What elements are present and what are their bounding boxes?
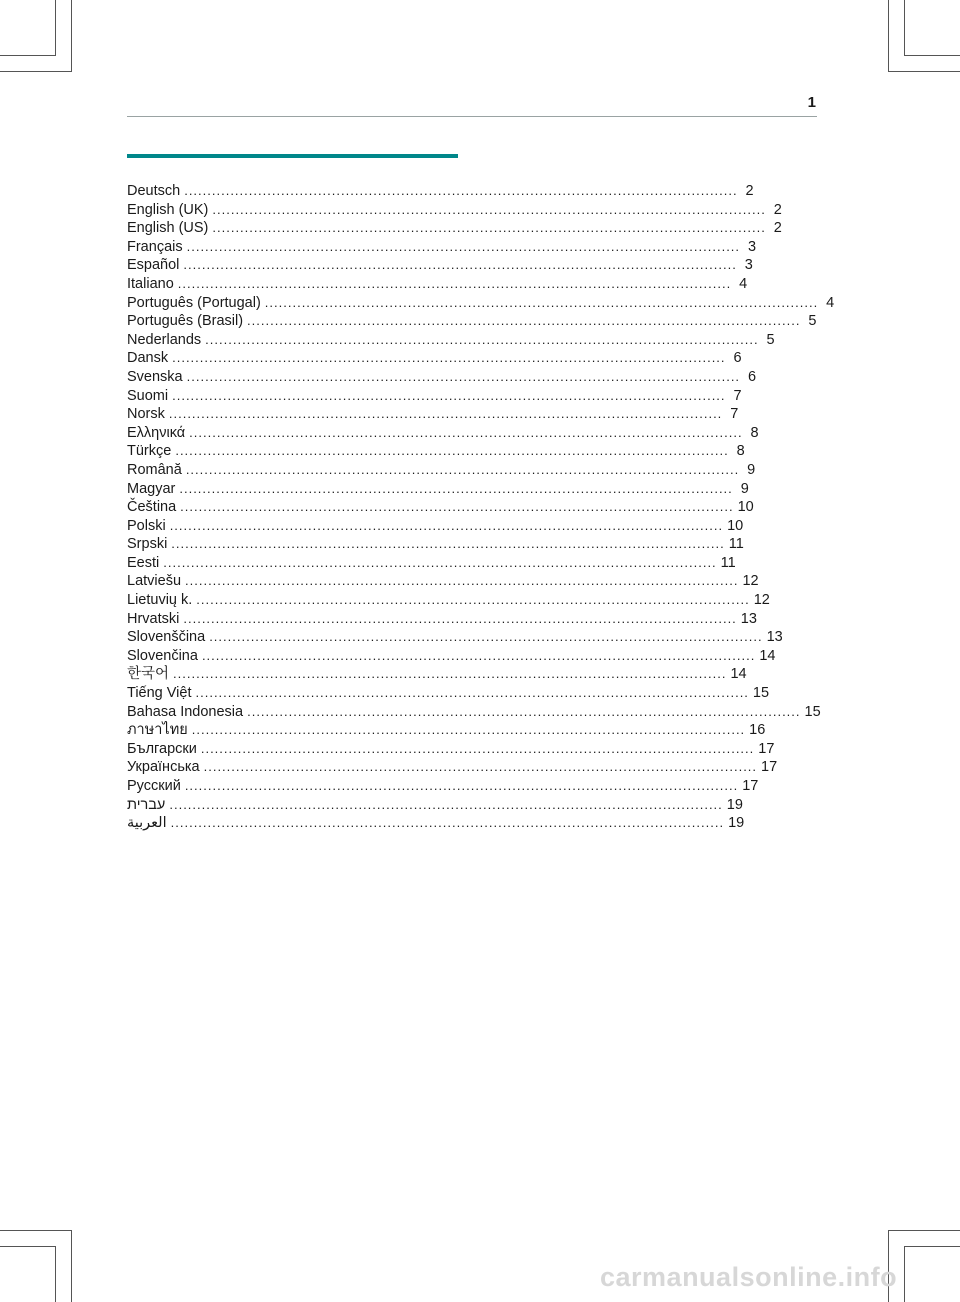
toc-entry-page: 8 [736,443,745,460]
toc-entry-label: Italiano [127,275,174,292]
toc-entry-page: 11 [720,554,736,571]
crop-mark [888,71,960,72]
toc-entry[interactable] [127,498,754,517]
header-rule [127,116,817,117]
toc-leader-dots: ........................................................................................................................ [169,517,724,533]
toc-entry[interactable] [127,349,742,368]
toc-leader-dots: ........................................................................................................................ [247,703,801,719]
toc-leader-dots: ........................................................................................................................ [171,536,725,552]
toc-leader-dots: ........................................................................................................................ [185,573,739,589]
toc-entry[interactable] [127,684,770,703]
toc-entry[interactable] [127,647,776,666]
toc-entry-page: 9 [747,461,756,478]
toc-leader-dots: ........................................................................................................................ [168,406,723,422]
table-of-contents [127,182,835,833]
crop-mark [0,1230,72,1231]
toc-leader-dots: ........................................................................................................................ [172,350,726,366]
toc-leader-dots: ........................................................................................................................ [247,313,801,329]
toc-entry-page: 17 [761,759,778,776]
toc-entry-page: 17 [742,778,759,794]
toc-leader-dots: ........................................................................................................................ [173,666,727,682]
toc-entry-page: 15 [752,685,770,702]
toc-entry-page: 4 [739,275,748,292]
toc-entry-label: Nederlands [127,331,202,348]
toc-entry-page: 3 [744,257,753,274]
toc-entry[interactable] [127,628,783,647]
toc-entry-page: 3 [747,238,757,255]
toc-entry[interactable] [127,312,817,331]
crop-mark [71,0,72,72]
toc-leader-dots: ........................................................................................................................ [205,331,759,347]
crop-mark [888,1230,960,1231]
toc-entry-page: 13 [766,629,783,646]
crop-mark [904,1246,960,1247]
toc-leader-dots: ........................................................................................................................ [172,387,726,403]
toc-entry-page: 17 [758,740,775,757]
toc-entry-label: Română [127,461,182,478]
toc-leader-dots: ........................................................................................................................ [183,257,737,273]
toc-entry-label: 한국어 [127,666,170,683]
toc-leader-dots: ........................................................................................................................ [184,183,738,198]
toc-entry-label: ภาษาไทย [127,722,188,739]
toc-leader-dots: ........................................................................................................................ [169,796,723,812]
toc-leader-dots: ........................................................................................................................ [177,275,732,291]
crop-mark [71,1230,72,1302]
toc-entry[interactable] [127,405,739,424]
toc-entry-label: Svenska [127,368,183,385]
toc-leader-dots: ........................................................................................................................ [186,238,741,254]
page-number: 1 [807,94,816,111]
toc-entry-label: Latviešu [127,573,182,590]
toc-entry[interactable] [127,238,757,257]
toc-entry-page: 10 [737,499,754,516]
toc-entry-page: 6 [747,368,757,385]
toc-entry-label: Polski [127,517,166,534]
toc-entry-page: 2 [773,220,782,237]
crop-mark [904,0,905,56]
toc-leader-dots: ........................................................................................................................ [200,740,755,756]
toc-entry[interactable] [127,665,747,684]
toc-entry-label: Čeština [127,499,177,516]
toc-entry-label: Norsk [127,406,165,423]
toc-entry-page: 12 [753,592,770,609]
toc-entry-label: Русский [127,778,181,794]
toc-entry-page: 2 [745,183,754,199]
toc-entry[interactable] [127,572,759,591]
toc-entry-label: English (UK) [127,201,209,218]
toc-entry-page: 5 [766,331,775,348]
toc-entry-label: Bahasa Indonesia [127,703,244,720]
toc-entry[interactable] [127,554,736,573]
toc-entry-label: Ελληνικά [127,424,186,441]
crop-mark [0,55,56,56]
toc-entry-page: 7 [733,387,742,404]
toc-entry[interactable] [127,219,782,238]
toc-entry[interactable] [127,442,745,461]
toc-entry[interactable] [127,424,759,443]
toc-entry[interactable] [127,777,759,796]
toc-leader-dots: ........................................................................................................................ [196,592,750,608]
toc-entry[interactable] [127,182,754,201]
toc-entry-page: 12 [742,573,759,590]
toc-leader-dots: ........................................................................................................................ [170,815,725,831]
toc-leader-dots: ........................................................................................................................ [189,424,743,440]
toc-entry[interactable] [127,387,742,406]
toc-entry-label: Français [127,238,183,255]
toc-leader-dots: ........................................................................................................................ [212,201,766,217]
toc-entry-label: Eesti [127,554,160,571]
toc-leader-dots: ........................................................................................................................ [175,443,729,459]
watermark: carmanualsonline.info [600,1262,898,1292]
toc-entry-page: 14 [759,647,776,664]
toc-leader-dots: ........................................................................................................................ [186,368,741,384]
toc-entry[interactable] [127,368,757,387]
toc-entry-label: English (US) [127,220,209,237]
toc-leader-dots: ........................................................................................................................ [195,685,749,701]
toc-entry-page: 10 [727,517,744,534]
toc-entry-label: Português (Portugal) [127,294,261,311]
crop-mark [0,1246,56,1247]
toc-entry-label: العربية [127,815,167,832]
toc-entry-label: Español [127,257,180,274]
toc-entry-page: 19 [726,796,743,813]
toc-entry[interactable] [127,294,835,313]
toc-entry-label: Български [127,740,197,757]
toc-entry-label: Deutsch [127,183,181,199]
toc-entry-page: 14 [730,666,747,683]
toc-entry[interactable] [127,461,756,480]
toc-leader-dots: ........................................................................................................................ [185,461,740,477]
toc-entry[interactable] [127,796,743,815]
toc-leader-dots: ........................................................................................................................ [184,778,739,793]
toc-entry-label: Slovenščina [127,629,206,646]
toc-entry-page: 8 [750,424,759,441]
toc-entry[interactable] [127,517,744,536]
toc-entry-page: 7 [730,406,739,423]
toc-entry-label: Lietuvių k. [127,592,193,609]
toc-entry-page: 2 [773,201,782,218]
toc-entry[interactable] [127,721,766,740]
toc-entry[interactable] [127,814,745,833]
toc-entry-page: 16 [749,722,766,739]
toc-entry[interactable] [127,610,757,629]
toc-entry-page: 15 [804,703,821,720]
toc-entry[interactable] [127,275,748,294]
toc-leader-dots: ........................................................................................................................ [209,629,763,645]
toc-entry-label: Dansk [127,350,169,367]
accent-bar [127,154,458,158]
toc-entry-label: Tiếng Việt [127,685,192,702]
toc-entry-page: 19 [728,815,745,832]
toc-entry[interactable] [127,480,749,499]
toc-leader-dots: ........................................................................................................................ [203,759,758,775]
crop-mark [888,0,889,72]
toc-entry-label: Srpski [127,536,168,553]
toc-entry-page: 4 [826,294,835,311]
toc-entry[interactable] [127,758,778,777]
toc-entry-page: 6 [733,350,742,367]
toc-leader-dots: ........................................................................................................................ [201,647,756,663]
toc-leader-dots: ........................................................................................................................ [264,294,819,310]
toc-entry-page: 13 [740,610,757,627]
toc-entry-page: 11 [728,536,744,553]
toc-entry[interactable] [127,535,744,554]
crop-mark [904,1246,905,1302]
toc-leader-dots: ........................................................................................................................ [163,554,717,570]
crop-mark [0,71,72,72]
toc-entry-label: Suomi [127,387,169,404]
toc-entry[interactable] [127,256,753,275]
toc-leader-dots: ........................................................................................................................ [179,480,733,496]
toc-entry-page: 9 [740,480,749,497]
toc-leader-dots: ........................................................................................................................ [180,499,734,515]
toc-entry[interactable] [127,331,775,350]
toc-entry-label: עברית [127,796,166,813]
toc-entry-label: Українська [127,759,200,776]
toc-leader-dots: ........................................................................................................................ [183,610,737,626]
toc-entry-label: Slovenčina [127,647,198,664]
toc-entry-label: Türkçe [127,443,172,460]
toc-entry-label: Magyar [127,480,176,497]
toc-leader-dots: ........................................................................................................................ [212,220,766,236]
toc-entry[interactable] [127,703,821,722]
toc-entry[interactable] [127,201,782,220]
toc-entry[interactable] [127,740,775,759]
toc-entry[interactable] [127,591,770,610]
crop-mark [55,0,56,56]
toc-leader-dots: ........................................................................................................................ [191,722,746,738]
crop-mark [55,1246,56,1302]
crop-mark [904,55,960,56]
toc-entry-label: Português (Brasil) [127,313,244,330]
toc-entry-page: 5 [808,313,817,330]
toc-entry-label: Hrvatski [127,610,180,627]
